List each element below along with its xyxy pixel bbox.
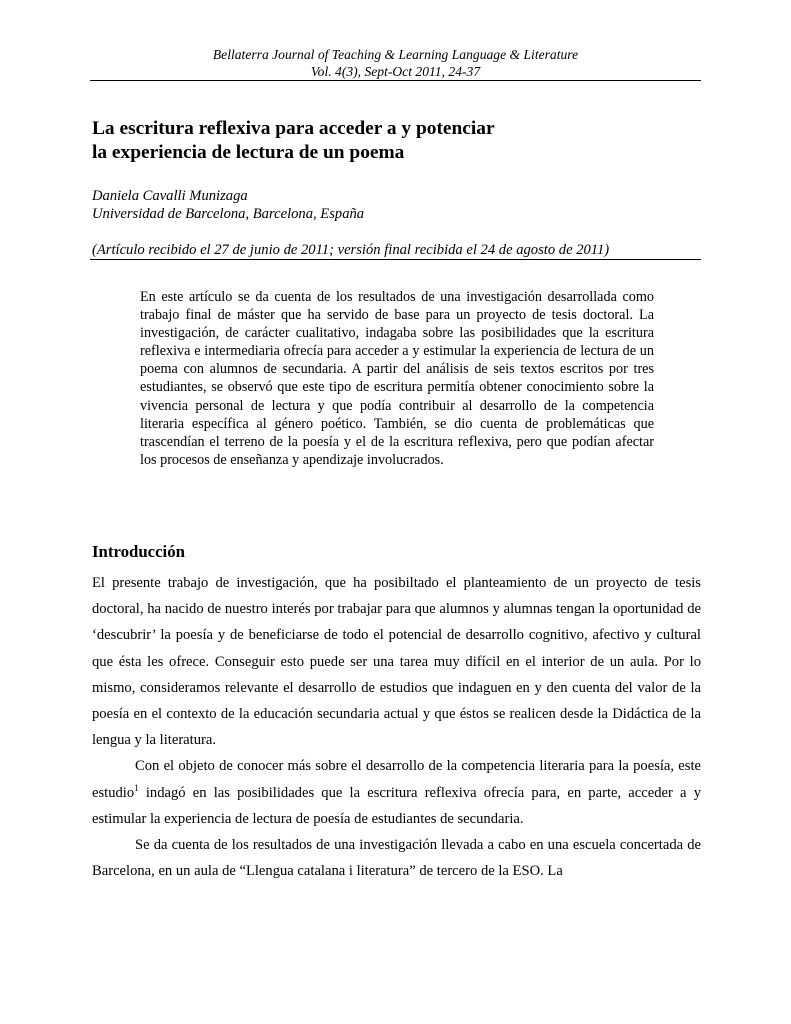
- header-rule: [90, 80, 701, 81]
- author-affiliation: Universidad de Barcelona, Barcelona, España: [92, 206, 365, 222]
- section-heading-introduction: Introducción: [92, 542, 185, 561]
- abstract: En este artículo se da cuenta de los resultados de una investigación desarrollada como trabajo final de máster que ha servido de base para un proyecto de tesis doctoral. La investigación, de carácter cualitativo, indagaba sobre las posibilidades que la escritura reflexiva e intermediaria ofrecía para acceder a y estimular la experiencia de lectura de un poema con alumnos de secundaria. A partir del análisis de seis textos escritos por tres estudiantes, se observó que este tipo de escritura permitía obtener conocimiento sobre la vivencia personal de lectura y que podía contribuir al desarrollo de la competencia literaria específica al género poético. También, se dio cuenta de problemáticas que trascendían el terreno de la poesía y el de la escritura reflexiva, pero que podían afectar los procesos de enseñanza y apendizaje involucrados.: [140, 289, 654, 468]
- introduction-body: [92, 570, 701, 884]
- paragraph-2-text-b: indagó en las posibilidades que la escritura reflexiva ofrecía para, en parte, acceder a y estimular la experiencia de lectura de poesía de estudiantes de secundaria.: [92, 784, 701, 827]
- article-title: [92, 117, 702, 165]
- footnote-mark[interactable]: 1: [134, 782, 139, 793]
- journal-volume: Vol. 4(3), Sept-Oct 2011, 24-37: [310, 64, 481, 79]
- paragraph-3: Se da cuenta de los resultados de una investigación llevada a cabo en una escuela concertada de Barcelona, en un aula de “Llengua catalana i literatura” de tercero de la ESO. La: [92, 837, 701, 880]
- article-title-line-1: La escritura reflexiva para acceder a y potenciar: [92, 118, 495, 139]
- paragraph-2-text-a: Con el objeto de conocer más sobre el desarrollo de la competencia literaria para la poesía, este estudio: [92, 758, 701, 801]
- journal-name: Bellaterra Journal of Teaching & Learning Language & Literature: [212, 47, 579, 62]
- received-rule: [90, 259, 701, 260]
- author-block: [92, 187, 702, 223]
- author-name: Daniela Cavalli Munizaga: [92, 188, 248, 204]
- paragraph-2: [92, 753, 701, 832]
- received-dates: (Artículo recibido el 27 de junio de 2011; versión final recibida el 24 de agosto de 2011): [92, 242, 610, 258]
- paragraph-1: El presente trabajo de investigación, que ha posibiltado el planteamiento de un proyecto de tesis doctoral, ha nacido de nuestro interés por trabajar para que alumnos y alumnas tengan la oportunidad de ‘descubrir’ la poesía y de beneficiarse de todo el potencial de desarrollo cognitivo, afectivo y cultural que ésta les ofrece. Conseguir esto puede ser una tarea muy difícil en el interior de un aula. Por lo mismo, consideramos relevante el desarrollo de estudios que indaguen en y den cuenta del valor de la poesía en el contexto de la educación secundaria actual y que éstos se realicen desde la Didáctica de la lengua y la literatura.: [92, 575, 701, 749]
- article-title-line-2: la experiencia de lectura de un poema: [92, 142, 405, 163]
- running-header: [90, 46, 701, 80]
